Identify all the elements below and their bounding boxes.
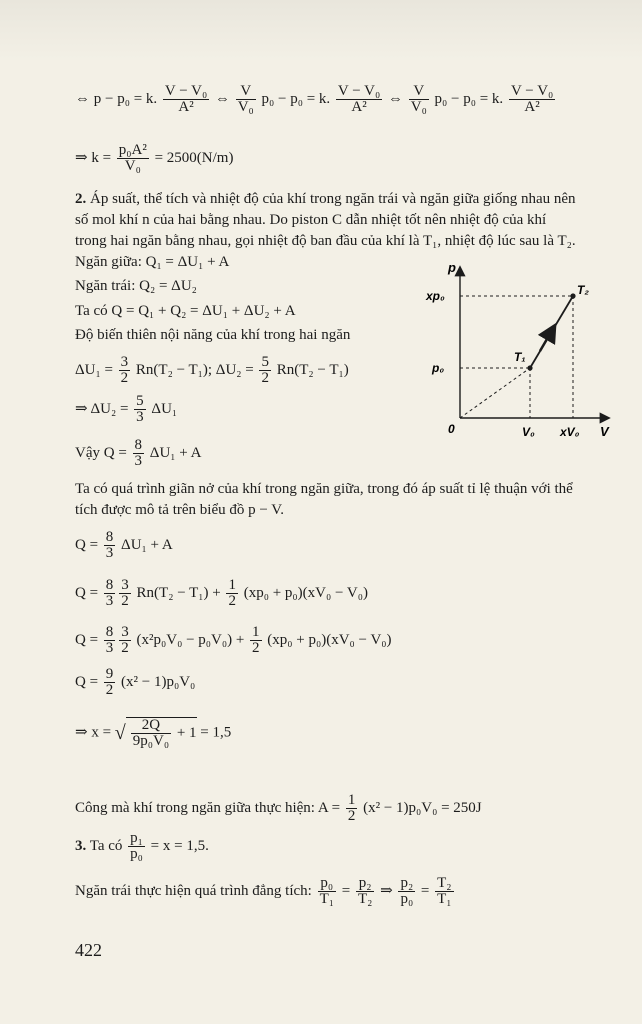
equation-q4: Q = $\frac{9}{2}$ (x² − 1)p₀V₀ <box>75 666 196 698</box>
page-number: 422 <box>75 940 102 960</box>
line-left-chamber: Ngăn trái: Q₂ = ΔU₂ <box>75 278 197 294</box>
line-internal-energy: Độ biến thiên nội năng của khí trong hai ngăn <box>75 327 351 343</box>
equation-work: Công mà khí trong ngăn giữa thực hiện: A = $\frac{1}{2}$ (x² − 1)p₀V₀ = 250J <box>75 792 482 824</box>
line-total-heat: Ta có Q = Q₁ + Q₂ = ΔU₁ + ΔU₂ + A <box>75 303 296 319</box>
expansion-text-2: tích được mô tả trên biểu đồ p − V. <box>75 502 284 518</box>
part3-line-1: 3. Ta có $\frac{\text{p₁}}{\text{p₀}}$ = x = 1,5. <box>75 830 209 862</box>
part2-intro-line-3: trong hai ngăn bằng nhau, gọi nhiệt độ ban đầu của khí là T₁, nhiệt độ lúc sau là T₂. <box>75 233 576 249</box>
point-t2 <box>570 293 575 298</box>
process-arrow <box>540 327 554 351</box>
equation-q-summary: Vậy Q = $\frac{8}{3}$ ΔU₁ + A <box>75 437 202 469</box>
page-top-shadow <box>0 0 642 60</box>
label-xp0: xp₀ <box>426 289 445 303</box>
equation-du: ΔU₁ = $\frac{3}{2}$ Rn(T₂ − T₁); ΔU₂ = $\frac{5}{2}$ Rn(T₂ − T₁) <box>75 354 349 386</box>
equation-x: ⇒ x = √ $\frac{2Q}{\text{9p₀V₀}}$ + 1 = 1,5 <box>75 717 232 749</box>
equation-line-1: ⇔ p − p₀ = k. $\frac{\text{V − V₀}}{\text{A²}}$ ⇔ $\frac{V}{\text{V₀}}$ p₀ − p₀ = k. $\frac{\text{V − V₀}}{\text{A²}}$ ⇔ $\frac{V}{\text{V₀}}$ p₀ − p₀ = k. $\frac{\text{V − V₀}}{\text{A²}}$ <box>75 83 554 115</box>
equation-q1: Q = $\frac{8}{3}$ ΔU₁ + A <box>75 529 173 561</box>
expansion-text-1: Ta có quá trình giãn nở của khí trong ngăn giữa, trong đó áp suất tỉ lệ thuận với thể <box>75 481 573 497</box>
label-t2: T₂ <box>577 283 589 297</box>
label-v0: V₀ <box>522 425 535 439</box>
equation-q3: Q = $\frac{8}{3}$ $\frac{3}{2}$ (x²p₀V₀ − p₀V₀) + $\frac{1}{2}$ (xp₀ + p₀)(xV₀ − V₀) <box>75 624 392 656</box>
equation-du-ratio: ⇒ ΔU₂ = $\frac{5}{3}$ ΔU₁ <box>75 393 178 425</box>
label-xv0: xV₀ <box>560 425 580 439</box>
label-origin: 0 <box>448 422 455 436</box>
label-p0: p₀ <box>432 361 445 375</box>
origin-line <box>460 368 530 418</box>
part2-intro-line-2: số mol khí n của hai bằng nhau. Do piston C dẫn nhiệt tốt nên nhiệt độ của khí <box>75 212 547 228</box>
pv-diagram <box>420 258 620 443</box>
point-t1 <box>527 365 532 370</box>
label-p-axis: p <box>448 260 456 275</box>
label-v-axis: V <box>600 424 609 439</box>
label-t1: T₁ <box>514 350 526 364</box>
line-mid-chamber: Ngăn giữa: Q₁ = ΔU₁ + A <box>75 254 230 270</box>
equation-k: ⇒ k = $\frac{\text{p₀A²}}{\text{V₀}}$ = 2500(N/m) <box>75 142 234 174</box>
equation-q2: Q = $\frac{8}{3}$ $\frac{3}{2}$ Rn(T₂ − T₁) + $\frac{1}{2}$ (xp₀ + p₀)(xV₀ − V₀) <box>75 577 368 609</box>
part3-line-2: Ngăn trái thực hiện quá trình đẳng tích: $\frac{\text{p₀}}{\text{T₁}}$ = $\frac{\text{p₂}}{\text{T₂}}$ ⇒ $\frac{\text{p₂}}{\text{p₀}}$ = $\frac{\text{T₂}}{\text{T₁}}$ <box>75 875 452 907</box>
part2-intro-line-1: 2. Áp suất, thể tích và nhiệt độ của khí trong ngăn trái và ngăn giữa giống nhau nên <box>75 191 576 207</box>
